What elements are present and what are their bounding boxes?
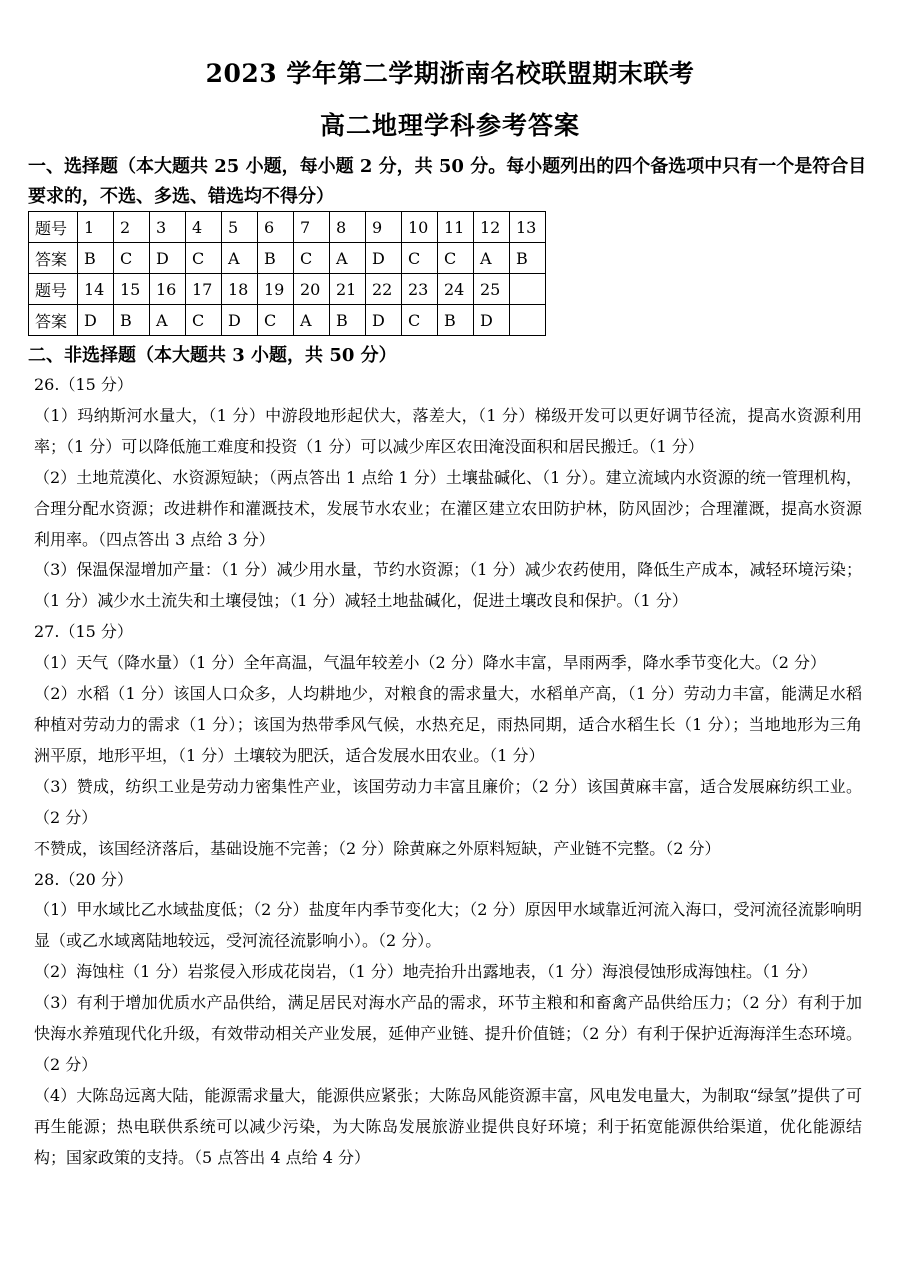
question-number: 17: [186, 274, 222, 305]
empty-cell: [510, 305, 546, 336]
q28-part1: （1）甲水域比乙水域盐度低；（2 分）盐度年内季节变化大；（2 分）原因甲水域靠近河流入海口，受河流径流影响明显（或乙水域离陆地较远，受河流径流影响小）。（2 分）。: [34, 900, 862, 951]
exam-title: 2023 学年第二学期浙南名校联盟期末联考: [205, 59, 695, 88]
answer-cell: C: [114, 243, 150, 274]
question-number: 9: [366, 212, 402, 243]
question-number: 12: [474, 212, 510, 243]
q27-part1: （1）天气（降水量）（1 分）全年高温，气温年较差小（2 分）降水丰富，旱雨两季，降水季节变化大。（2 分）: [34, 653, 826, 673]
answer-cell: A: [330, 243, 366, 274]
answer-cell: B: [258, 243, 294, 274]
question-number: 20: [294, 274, 330, 305]
q27-part3-alt: 不赞成，该国经济落后，基础设施不完善；（2 分）除黄麻之外原料短缺，产业链不完整。（2 分）: [34, 838, 721, 858]
q26-part1: （1）玛纳斯河水量大，（1 分）中游段地形起伏大，落差大，（1 分）梯级开发可以更好调节径流，提高水资源利用率；（1 分）可以降低施工难度和投资（1 分）可以减少库区农田淹没面积和居民搬迁。（1 分）: [34, 405, 862, 456]
section2-heading: 二、非选择题（本大题共 3 小题，共 50 分）: [28, 345, 397, 366]
section1-heading: 一、选择题（本大题共 25 小题，每小题 2 分，共 50 分。每小题列出的四个备选项中只有一个是符合目要求的，不选、多选、错选均不得分）: [28, 156, 867, 207]
row-label: 题号: [29, 274, 78, 305]
question-number: 10: [402, 212, 438, 243]
question-number: 5: [222, 212, 258, 243]
answer-cell: D: [366, 243, 402, 274]
table-row-numbers-2: [29, 274, 546, 305]
answer-cell: C: [186, 243, 222, 274]
question-number: 4: [186, 212, 222, 243]
answer-cell: B: [438, 305, 474, 336]
answer-cell: B: [114, 305, 150, 336]
answer-cell: C: [186, 305, 222, 336]
answer-cell: B: [330, 305, 366, 336]
question-number: 23: [402, 274, 438, 305]
question-number: 14: [78, 274, 114, 305]
question-27-heading: 27.（15 分）: [34, 622, 133, 642]
question-number: 2: [114, 212, 150, 243]
question-number: 25: [474, 274, 510, 305]
exam-subtitle: 高二地理学科参考答案: [319, 111, 580, 140]
answer-cell: D: [474, 305, 510, 336]
question-number: 24: [438, 274, 474, 305]
empty-cell: [510, 274, 546, 305]
answer-cell: C: [402, 305, 438, 336]
question-number: 21: [330, 274, 366, 305]
q26-part2: （2）土地荒漠化、水资源短缺；（两点答出 1 点给 1 分）土壤盐碱化、（1 分）。建立流域内水资源的统一管理机构，合理分配水资源；改进耕作和灌溉技术，发展节水农业；在灌区建立农田防护林，防风固沙；合理灌溉，提高水资源利用率。（四点答出 3 点给 3 分）: [34, 467, 862, 549]
question-number: 7: [294, 212, 330, 243]
answer-cell: B: [78, 243, 114, 274]
question-26-heading: 26.（15 分）: [34, 375, 133, 394]
answer-cell: C: [294, 243, 330, 274]
q28-part2: （2）海蚀柱（1 分）岩浆侵入形成花岗岩，（1 分）地壳抬升出露地表，（1 分）海浪侵蚀形成海蚀柱。（1 分）: [34, 962, 818, 982]
question-number: 18: [222, 274, 258, 305]
answer-cell: C: [438, 243, 474, 274]
q26-part3: （3）保温保湿增加产量：（1 分）减少用水量，节约水资源；（1 分）减少农药使用，降低生产成本，减轻环境污染；（1 分）减少水土流失和土壤侵蚀；（1 分）减轻土地盐碱化，促进土壤改良和保护。（1 分）: [34, 560, 862, 611]
question-number: 19: [258, 274, 294, 305]
answer-cell: D: [150, 243, 186, 274]
answer-body: [34, 370, 862, 1174]
question-number: 16: [150, 274, 186, 305]
answer-cell: A: [150, 305, 186, 336]
question-number: 22: [366, 274, 402, 305]
q27-part2: （2）水稻（1 分）该国人口众多，人均耕地少，对粮食的需求量大，水稻单产高，（1 分）劳动力丰富，能满足水稻种植对劳动力的需求（1 分）；该国为热带季风气候，水热充足，雨热同期，适合水稻生长（1 分）；当地地形为三角洲平原，地形平坦，（1 分）土壤较为肥沃，适合发展水田农业。（1 分）: [34, 684, 862, 765]
question-number: 15: [114, 274, 150, 305]
answer-cell: A: [294, 305, 330, 336]
q27-part3: （3）赞成，纺织工业是劳动力密集性产业，该国劳动力丰富且廉价；（2 分）该国黄麻丰富，适合发展麻纺织工业。（2 分）: [34, 776, 862, 827]
answer-cell: A: [474, 243, 510, 274]
row-label: 题号: [29, 212, 78, 243]
table-row-answers-1: [29, 243, 546, 274]
q28-part4: （4）大陈岛远离大陆，能源需求量大，能源供应紧张；大陈岛风能资源丰富，风电发电量大，为制取“绿氢”提供了可再生能源；热电联供系统可以减少污染，为大陈岛发展旅游业提供良好环境；利于拓宽能源供给渠道，优化能源结构；国家政策的支持。（5 点答出 4 点给 4 分）: [34, 1085, 862, 1167]
q28-part3: （3）有利于增加优质水产品供给，满足居民对海水产品的需求，环节主粮和和畜禽产品供给压力；（2 分）有利于加快海水养殖现代化升级，有效带动相关产业发展，延伸产业链、提升价值链；（2 分）有利于保护近海海洋生态环境。（2 分）: [34, 993, 862, 1074]
row-label: 答案: [29, 243, 78, 274]
answer-cell: C: [402, 243, 438, 274]
question-number: 6: [258, 212, 294, 243]
question-28-heading: 28.（20 分）: [34, 869, 133, 889]
answer-cell: C: [258, 305, 294, 336]
answer-cell: D: [222, 305, 258, 336]
question-number: 11: [438, 212, 474, 243]
answer-cell: D: [78, 305, 114, 336]
question-number: 13: [510, 212, 546, 243]
table-row-answers-2: [29, 305, 546, 336]
row-label: 答案: [29, 305, 78, 336]
question-number: 8: [330, 212, 366, 243]
question-number: 3: [150, 212, 186, 243]
answer-cell: B: [510, 243, 546, 274]
answer-table: [28, 211, 546, 336]
table-row-numbers-1: [29, 212, 546, 243]
answer-cell: D: [366, 305, 402, 336]
question-number: 1: [78, 212, 114, 243]
answer-cell: A: [222, 243, 258, 274]
